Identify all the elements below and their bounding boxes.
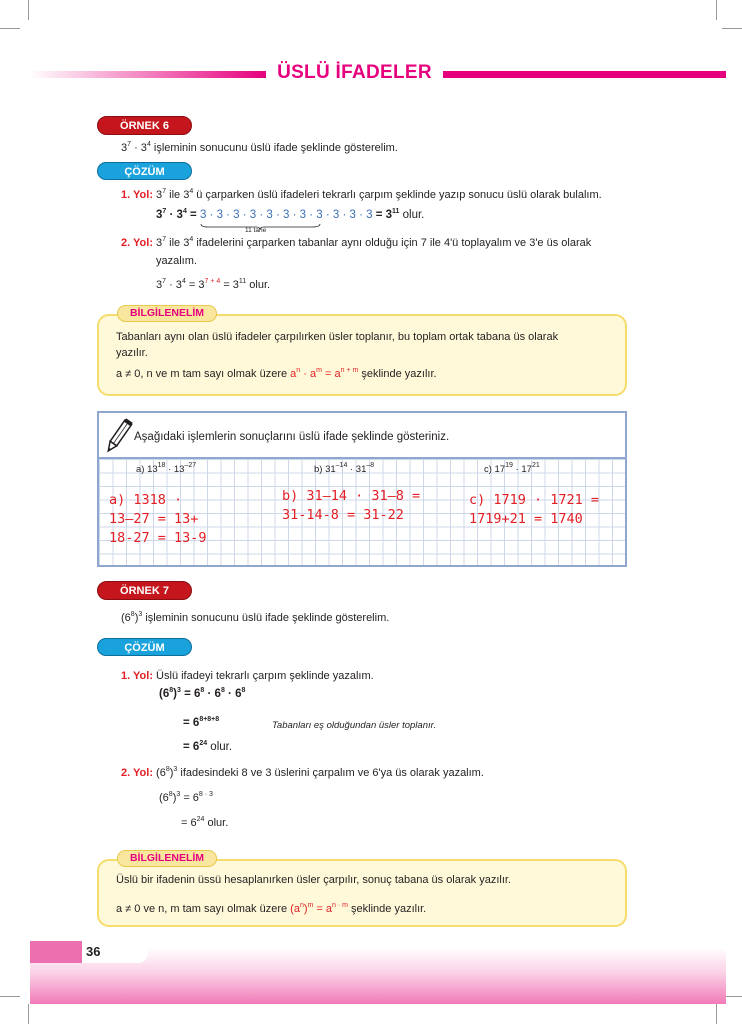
title-bar-left: [30, 71, 266, 78]
info-2-line-1: Üslü bir ifadenin üssü hesaplanırken üsler çarpılır, sonuç tabana üs olarak yazılır.: [116, 874, 511, 886]
exercise-instruction: Aşağıdaki işlemlerin sonuçlarını üslü ifade şeklinde gösteriniz.: [134, 431, 450, 443]
ornek-6-statement: $3^7 \cdot 3^4$ işleminin sonucunu üslü ifade şeklinde gösterelim.: [121, 141, 398, 154]
page-title: ÜSLÜ İFADELER: [277, 62, 432, 83]
ornek7-yol2-line: 2. Yol: $(6^8)^3$ ifadesindeki 8 ve 3 üslerini çarpalım ve 6'ya üs olarak yazalım.: [121, 766, 484, 779]
info-1-formula: a ≠ 0, n ve m tam sayı olmak üzere $a^n \cdot a^m = a^{n + m}$ şeklinde yazılır.: [116, 367, 437, 380]
repeated-product: 3 · 3 · 3 · 3 · 3 · 3 · 3 · 3 · 3 · 3 · 3: [200, 209, 376, 221]
crop-mark: [0, 28, 20, 29]
ornek7-note: Tabanları eş olduğundan üsler toplanır.: [272, 720, 437, 731]
brace-label: 11 tane: [245, 227, 267, 234]
crop-mark: [28, 1004, 29, 1024]
title-bar-right: [443, 71, 726, 78]
crop-mark: [0, 996, 20, 997]
yol2-line: 2. Yol: $3^7$ ile $3^4$ ifadelerini çarparken tabanlar aynı olduğu için 7 ile 4'ü toplayalım ve 3'e üs olarak: [121, 236, 592, 249]
yol2-line-2: yazalım.: [156, 255, 197, 267]
info-1-line-1: Tabanları aynı olan üslü ifadeler çarpılırken üsler toplanır, bu toplam ortak tabana üs olarak: [116, 331, 559, 343]
crop-mark: [28, 0, 29, 20]
ornek-7-label: ÖRNEK 7: [97, 581, 192, 600]
exercise-a: a) $13^{18} \cdot 13^{-27}$: [136, 462, 197, 475]
cozum-label: ÇÖZÜM: [97, 162, 192, 180]
answer-c: c) 1719 · 1721 = 1719+21 = 1740: [469, 492, 600, 527]
ornek7-yol1-line: 1. Yol: Üslü ifadeyi tekrarlı çarpım şeklinde yazalım.: [121, 670, 374, 682]
crop-mark: [722, 28, 742, 29]
answer-b: b) 31–14 · 31–8 = 31-14-8 = 31-22: [282, 488, 421, 523]
ornek7-step-1: $(6^8)^3 = 6^8 \cdot 6^8 \cdot 6^8$: [159, 687, 246, 700]
exercise-c: c) $17^{19} \cdot 17^{21}$: [484, 462, 540, 475]
page-tab: [30, 941, 82, 963]
crop-mark: [716, 1004, 717, 1024]
ornek7-step-2: = $6^{8+8+8}$: [183, 716, 220, 729]
crop-mark: [716, 0, 717, 20]
info-box-2: [97, 859, 627, 927]
info-tag-2: BİLGİLENELİM: [117, 850, 217, 867]
exercise-box: [97, 411, 627, 567]
ornek7-yol2-step-1: $(6^8)^3 = 6^{8 \cdot 3}$: [159, 791, 213, 804]
yol1-line: 1. Yol: $3^7$ ile $3^4$ ü çarparken üslü ifadeleri tekrarlı çarpım şeklinde yazıp sonucu üslü olarak bulalım.: [121, 188, 602, 201]
pencil-icon: [103, 417, 133, 457]
page-number: 36: [82, 941, 148, 963]
ornek-6-label: ÖRNEK 6: [97, 116, 192, 135]
ornek7-step-3: = $6^{24}$ olur.: [183, 740, 233, 753]
info-1-line-2: yazılır.: [116, 347, 148, 359]
yol2-result: $3^7 \cdot 3^4 = 3^{7 + 4} = 3^{11}$ olur.: [156, 278, 271, 291]
yol1-product-line: $3^7 \cdot 3^4 = 3 \cdot 3 \cdot 3 \cdot 3 \cdot 3 \cdot 3 \cdot 3 \cdot 3 \cdot 3 \cdot 3 \cdot 3$ = $3^{11}$ olur.: [156, 209, 424, 221]
cozum-label-2: ÇÖZÜM: [97, 638, 192, 656]
info-2-formula: a ≠ 0 ve n, m tam sayı olmak üzere $(a^n)^m = a^{n \cdot m}$ şeklinde yazılır.: [116, 902, 427, 915]
info-box-1: [97, 314, 627, 396]
answer-a: a) 1318 · 13–27 = 13+ 18-27 = 13-9: [109, 492, 207, 546]
ornek-7-statement: $(6^8)^3$ işleminin sonucunu üslü ifade şeklinde gösterelim.: [121, 611, 390, 624]
exercise-b: b) $31^{-14} \cdot 31^{-8}$: [314, 462, 375, 475]
info-tag-1: BİLGİLENELİM: [117, 305, 217, 322]
ornek7-yol2-step-2: = $6^{24}$ olur.: [181, 816, 229, 829]
